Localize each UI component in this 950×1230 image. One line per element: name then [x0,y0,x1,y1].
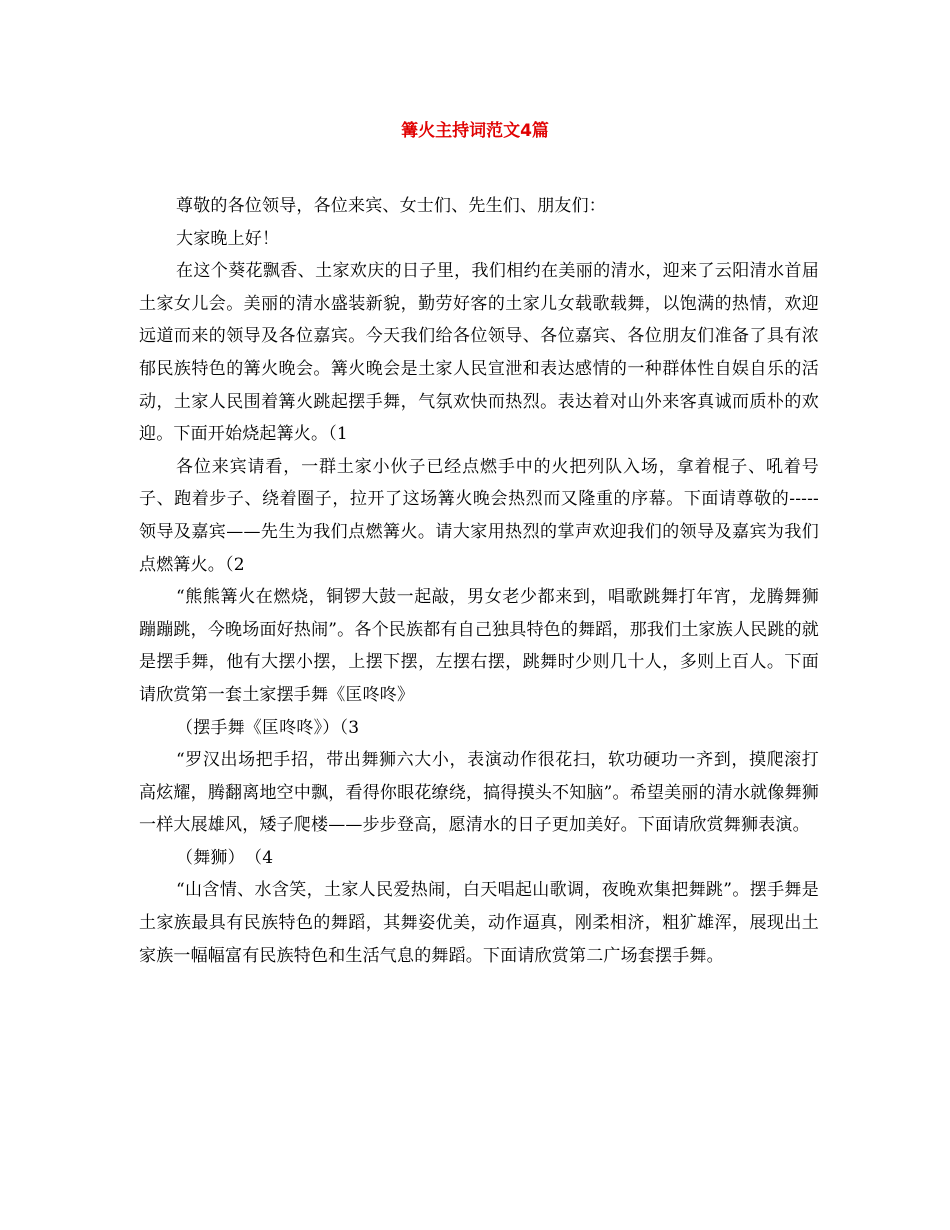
document-body [139,190,819,972]
body-paragraph: “罗汉出场把手招，带出舞狮六大小，表演动作很花扫，软功硬功一齐到，摸爬滚打高炫耀，腾翻离地空中飘，看得你眼花缭绕，搞得摸头不知脑”。希望美丽的清水就像舞狮一样大展雄风，矮子爬楼——步步登高，愿清水的日子更加美好。下面请欣赏舞狮表演。 [139,750,819,836]
body-paragraph: “山含情、水含笑，土家人民爱热闹，白天唱起山歌调，夜晚欢集把舞跳”。摆手舞是土家族最具有民族特色的舞蹈，其舞姿优美，动作逼真，刚柔相济，粗犷雄浑，展现出土家族一幅幅富有民族特色和生活气息的舞蹈。下面请欣赏第二广场套摆手舞。 [139,880,819,966]
greeting-paragraph: 尊敬的各位领导，各位来宾、女士们、先生们、朋友们： [176,196,606,216]
program-note: （舞狮） （4 [176,847,274,868]
document-title: 篝火主持词范文4篇 [401,121,549,141]
body-paragraph: 在这个葵花飘香、土家欢庆的日子里，我们相约在美丽的清水，迎来了云阳清水首届土家女儿会。美丽的清水盛装新貌，勤劳好客的土家儿女载歌载舞，以饱满的热情，欢迎远道而来的领导及各位嘉宾。今天我们给各位领导、各位嘉宾、各位朋友们准备了具有浓郁民族特色的篝火晚会。篝火晚会是土家人民宣泄和表达感情的一种群体性自娱自乐的活动，土家人民围着篝火跳起摆手舞，气氛欢快而热烈。表达着对山外来客真诚而质朴的欢迎。下面开始烧起篝火。（1 [139,261,819,445]
program-note: （摆手舞《匡咚咚》）（3 [176,717,360,738]
body-paragraph: “熊熊篝火在燃烧，铜锣大鼓一起敲，男女老少都来到，唱歌跳舞打年宵，龙腾舞狮蹦蹦跳，今晚场面好热闹”。各个民族都有自己独具特色的舞蹈，那我们土家族人民跳的就是摆手舞，他有大摆小摆，上摆下摆，左摆右摆，跳舞时少则几十人，多则上百人。下面请欣赏第一套土家摆手舞《匡咚咚》 [139,587,819,705]
salutation-paragraph: 大家晚上好！ [176,228,280,249]
body-paragraph: 各位来宾请看，一群土家小伙子已经点燃手中的火把列队入场，拿着棍子、吼着号子、跑着步子、绕着圈子，拉开了这场篝火晚会热烈而又隆重的序幕。下面请尊敬的-----领导及嘉宾——先生为我们点燃篝火。请大家用热烈的掌声欢迎我们的领导及嘉宾为我们点燃篝火。（2 [139,456,819,575]
